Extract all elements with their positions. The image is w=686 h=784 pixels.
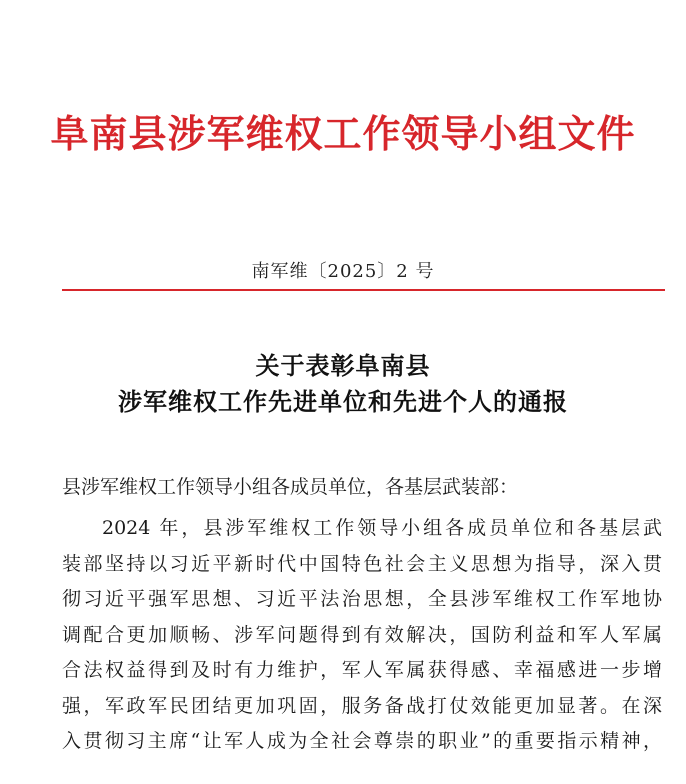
body-line: 强，军政军民团结更加巩固，服务备战打仗效能更加显著。在深 xyxy=(62,694,662,717)
document-title xyxy=(0,348,686,420)
body-line: 合法权益得到及时有力维护，军人军属获得感、幸福感进一步增 xyxy=(62,659,662,681)
body-line: 装部坚持以习近平新时代中国特色社会主义思想为指导，深入贯 xyxy=(62,552,662,575)
body-line: 彻习近平强军思想、习近平法治思想，全县涉军维权工作军地协 xyxy=(62,588,662,610)
issuer-header: 阜南县涉军维权工作领导小组文件 xyxy=(50,111,636,156)
title-line-1: 关于表彰阜南县 xyxy=(255,351,431,380)
document-number: 南军维〔2025〕2 号 xyxy=(251,261,435,282)
red-divider-line xyxy=(62,289,665,291)
body-line: 2024 年，县涉军维权工作领导小组各成员单位和各基层武 xyxy=(102,517,662,539)
body-line: 入贯彻习主席“让军人成为全社会尊崇的职业”的重要指示精神， xyxy=(62,730,662,752)
salutation: 县涉军维权工作领导小组各成员单位，各基层武装部： xyxy=(62,476,519,498)
title-line-2: 涉军维权工作先进单位和先进个人的通报 xyxy=(118,387,568,416)
body-paragraph xyxy=(62,511,662,760)
body-line: 调配合更加顺畅、涉军问题得到有效解决，国防利益和军人军属 xyxy=(62,623,662,646)
